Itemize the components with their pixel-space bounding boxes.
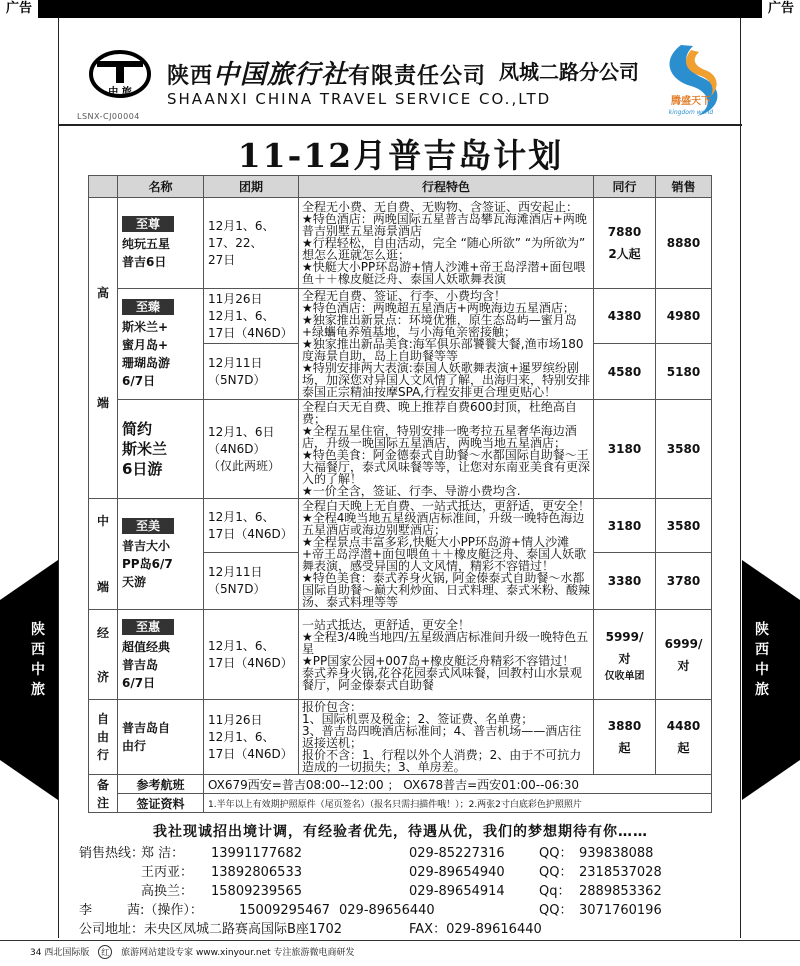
page-title: 11-12月普吉岛计划 [237, 136, 564, 175]
visa-info: 1.半年以上有效期护照原件（尾页签名）（报名只需扫描件哦！）；2.两张2寸白底彩色护照照片 [204, 794, 712, 813]
header-peer-price: 同行 [594, 176, 656, 198]
visa-label: 签证资料 [118, 794, 204, 813]
contact-row: 高换兰： 15809239565 029-89654914 Qq： 2889853362 [141, 884, 662, 899]
product-name: 至惠 超值经典 普吉岛 6/7日 [118, 610, 204, 700]
category-notes: 备 注 [89, 775, 118, 813]
sale-price: 6999/ 对 [656, 610, 712, 700]
tour-dates: 12月1、6、 17日（4N6D） [204, 499, 299, 553]
brand-logo-cn: 腾盛天下 [671, 96, 711, 107]
table-header-row [89, 176, 712, 198]
peer-price: 7880 2人起 [594, 198, 656, 289]
brand-swirl-logo-icon [651, 40, 731, 120]
contact-row: 李 茜:（操作）： 15009295467 029-89656440 QQ： 3071760196 [79, 903, 662, 918]
tour-dates: 12月1、6、 17、22、 27日 [204, 198, 299, 289]
tour-features: 全程无小费、无自费、无购物、含签证、西安起止： ★特色酒店：两晚国际五星普吉岛攀瓦海滩酒店+两晚普吉别墅五星海景酒店 ★行程轻松，自由活动，完全 “随心所欲” “为所欲为” 想怎么逛就怎么逛； ★快艇大小PP环岛游+情人沙滩+帝王岛浮潜+面包喂鱼＋＋橡皮艇泛舟、泰国人妖歌舞表演 [299, 198, 594, 289]
sale-price: 4480 起 [656, 700, 712, 775]
sale-price: 5180 [656, 344, 712, 400]
side-ribbon-left [0, 560, 58, 800]
tour-dates: 11月26日 12月1、6、 17日（4N6D） [204, 289, 299, 344]
contact-row: 销售热线： 郑 洁： 13991177682 029-85227316 QQ： 939838088 [79, 846, 654, 861]
flight-label: 参考航班 [118, 775, 204, 794]
footer-page-label: 34 西北国际版 [30, 948, 90, 958]
logo-text: 中 旅 [108, 87, 132, 98]
category-mid-range: 中 端 [89, 499, 118, 610]
product-badge: 至臻 [122, 299, 174, 315]
contact-list [79, 844, 739, 939]
side-label-right: 陕 西 中 旅 [755, 622, 769, 698]
footer-badge: 红 [98, 945, 112, 959]
tour-features: 全程白天无自费、晚上推荐自费600封顶，杜绝高自费； ★全程五星住宿，特别安排一晚考拉五星奢华海边酒店，升级一晚国际五星酒店，两晚当地五星酒店； ★特色美食：阿金德泰式自助餐～水都国际自助餐～王大福餐厅，泰式风味餐等等，让您对东南亚美食有更深入的了解！ ★一价全含，签证、行李、导游小费均含. [299, 400, 594, 499]
tour-dates: 12月1、6、 17日（4N6D） [204, 610, 299, 700]
ad-tag-right: 广告 [762, 0, 800, 18]
header-blank [89, 176, 118, 198]
header-name: 名称 [118, 176, 204, 198]
flight-info: OX679西安=普吉08:00--12:00 ； OX678普吉=西安01:00--06:30 [204, 775, 712, 794]
visa-row [89, 794, 712, 813]
product-name: 至尊 纯玩五星 普吉6日 [118, 198, 204, 289]
recruitment-notice: 我社现诚招出境计调，有经验者优先，待遇从优，我们的梦想期待有你…… [153, 824, 648, 840]
product-name: 至美 普吉大小 PP岛6/7 天游 [118, 499, 204, 610]
page-footer [0, 940, 800, 965]
product-name: 简约 斯米兰 6日游 [118, 400, 204, 499]
top-bar [0, 0, 800, 18]
company-address: 公司地址：未央区凤城二路赛高国际B座1702 [79, 922, 343, 937]
category-high-end: 高 端 [89, 198, 118, 499]
sale-price: 8880 [656, 198, 712, 289]
company-name: 陕西中国旅行社有限责任公司 [167, 60, 487, 90]
table-row [89, 700, 712, 775]
peer-price-note: 仅收单团 [604, 671, 645, 682]
sale-price: 4980 [656, 289, 712, 344]
address-row [79, 920, 739, 939]
peer-price: 3180 [594, 499, 656, 553]
contact-row: 王丙亚： 13892806533 029-89654940 QQ： 2318537028 [141, 865, 662, 880]
category-free-travel: 自 由 行 [89, 700, 118, 775]
peer-price: 3880 起 [594, 700, 656, 775]
category-economy: 经 济 [89, 610, 118, 700]
peer-price: 3380 [594, 553, 656, 610]
brand-logo-en: kingdom world [668, 109, 714, 116]
header-sale-price: 销售 [656, 176, 712, 198]
company-english-name: SHAANXI CHINA TRAVEL SERVICE CO.,LTD [167, 90, 552, 108]
peer-price: 5999/ 对 仅收单团 [594, 610, 656, 700]
peer-price: 4380 [594, 289, 656, 344]
footer-slogan: 旅游网站建设专家 www.xinyour.net 专注旅游微电商研发 [121, 948, 355, 958]
side-ribbon-right [742, 560, 800, 800]
tour-dates: 12月11日 （5N7D） [204, 553, 299, 610]
ad-frame [58, 18, 741, 938]
header-dates: 团期 [204, 176, 299, 198]
tour-features: 全程白天晚上无自费、一站式抵达，更舒适，更安全！ ★全程4晚当地五星级酒店标准间，升级一晚特色海边五星酒店或海边别墅酒店； ★全程景点丰富多彩,快艇大小PP环岛游+情人沙滩+帝王岛浮潜+面包喂鱼＋＋橡皮艇泛舟、泰国人妖歌舞表演，感受异国的人文风情，精彩不容错过！ ★特色美食：泰式养身火锅, 阿金傣泰式自助餐～水都国际自助餐～巅大利炒面、日式料理、泰式米粉、酸辣汤、泰式料理等等 [299, 499, 594, 610]
sale-price: 3580 [656, 499, 712, 553]
license-number: LSNX-CJ00004 [77, 112, 140, 121]
table-row [89, 499, 712, 553]
tour-features: 报价包含： 1、国际机票及税金；2、签证费、名单费； 3、普吉岛四晚酒店标准间；4、普吉机场——酒店往返接送机； 报价不含：1、行程以外个人消费；2、由于不可抗力造成的一切损失；3、单房差。 [299, 700, 594, 775]
sale-price: 3580 [656, 400, 712, 499]
table-row [89, 198, 712, 289]
tour-features: 全程无自费、签证、行李、小费均含！ ★特色酒店：两晚超五星酒店+两晚海边五星酒店； ★独家推出新景点：环境优雅，原生态岛屿—蜜月岛+绿蠵龟养殖基地，与小海龟亲密接触； ★独家推出新品美食:海军俱乐部饕餮大餐,渔市场180度海景自助，岛上自助餐等等 ★特别安排两大表演:泰国人妖歌舞表演+暹罗缤纷剧场，加深您对异国人文风情了解，出海归来，特别安排泰国正宗精油按摩SPA,行程安排更合理更贴心！ [299, 289, 594, 400]
tour-dates: 12月1、6日 （4N6D） （仅此两班） [204, 400, 299, 499]
peer-price: 4580 [594, 344, 656, 400]
table-row [89, 400, 712, 499]
fax-number: FAX：029-89616440 [409, 922, 542, 937]
tour-features: 一站式抵达，更舒适，更安全！ ★全程3/4晚当地四/五星级酒店标准间升级一晚特色五星 ★PP国家公园+007岛+橡皮艇泛舟精彩不容错过！ 泰式养身火锅,花谷花园泰式风味餐，回教村山水景观餐厅，阿金傣泰式自助餐 [299, 610, 594, 700]
header-features: 行程特色 [299, 176, 594, 198]
ad-tag-left: 广告 [0, 0, 38, 18]
product-name: 至臻 斯米兰+ 蜜月岛+ 珊瑚岛游 6/7日 [118, 289, 204, 400]
side-label-left: 陕 西 中 旅 [31, 622, 45, 698]
table-row [89, 289, 712, 344]
company-header [59, 18, 742, 126]
product-badge: 至美 [122, 518, 174, 534]
tour-dates: 12月11日 （5N7D） [204, 344, 299, 400]
table-row [89, 610, 712, 700]
product-name: 普吉岛自 由行 [118, 700, 204, 775]
tour-plan-table [88, 175, 712, 813]
branch-name: 凤城二路分公司 [499, 60, 639, 84]
tour-dates: 11月26日 12月1、6、 17日（4N6D） [204, 700, 299, 775]
sale-price: 3780 [656, 553, 712, 610]
product-badge: 至惠 [122, 619, 174, 635]
peer-price: 3180 [594, 400, 656, 499]
product-badge: 至尊 [122, 216, 174, 232]
flight-row [89, 775, 712, 794]
cts-logo-icon [89, 43, 151, 105]
